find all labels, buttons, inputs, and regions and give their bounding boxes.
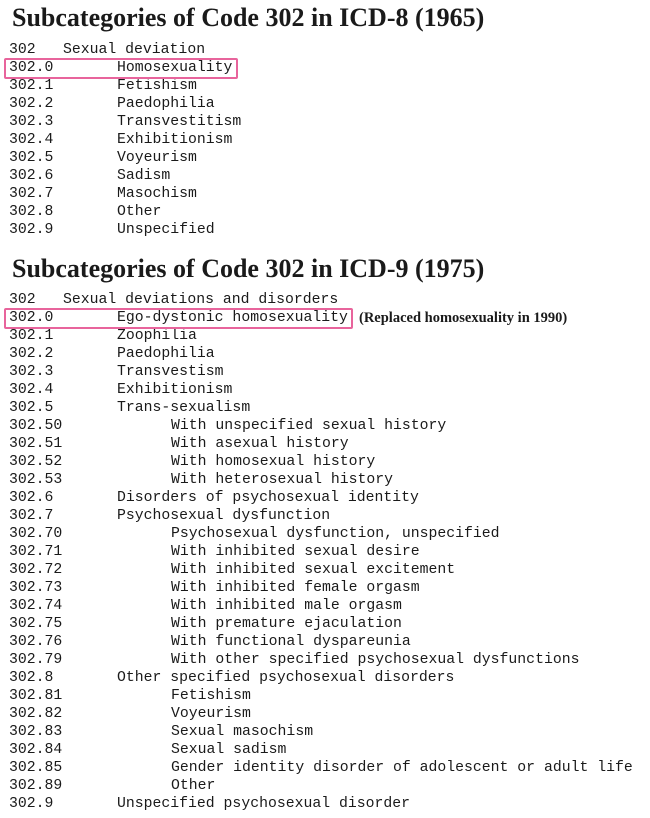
code-number: 302.4 [9,382,54,398]
code-row [0,185,650,203]
code-row [0,363,650,381]
code-label: Gender identity disorder of adolescent or adult life [171,760,633,776]
code-label: With inhibited female orgasm [171,580,420,596]
code-number: 302.0 [9,310,54,326]
code-number: 302.0 [9,60,54,76]
code-number: 302.82 [9,706,63,722]
code-label: Transvestism [117,364,224,380]
icd9-code-list [0,291,650,813]
code-label: Voyeurism [171,706,251,722]
code-row [0,41,650,59]
icd8-homosexuality-highlight [4,58,238,79]
code-label: Paedophilia [117,96,215,112]
code-row [0,471,650,489]
code-label: Fetishism [117,78,197,94]
code-label: Psychosexual dysfunction, unspecified [171,526,500,542]
code-number: 302.72 [9,562,63,578]
code-number: 302.85 [9,760,63,776]
code-row [0,149,650,167]
code-label: With asexual history [171,436,349,452]
code-row [0,723,650,741]
code-label: Trans-sexualism [117,400,251,416]
code-row [0,453,650,471]
code-label: With functional dyspareunia [171,634,411,650]
code-row [0,741,650,759]
code-row [0,167,650,185]
icd9-ego-dystonic-highlight [4,308,353,329]
code-label: Fetishism [171,688,251,704]
code-label: Voyeurism [117,150,197,166]
code-number: 302.79 [9,652,63,668]
code-number: 302 [9,292,36,308]
code-label: Homosexuality [117,60,233,76]
code-row [0,759,650,777]
code-label: Sexual deviation [63,42,206,58]
code-row [0,543,650,561]
code-number: 302.8 [9,204,54,220]
code-label: Exhibitionism [117,382,233,398]
code-row [0,291,650,309]
code-label: Sexual masochism [171,724,314,740]
code-number: 302.75 [9,616,63,632]
code-number: 302.9 [9,796,54,812]
code-row [0,221,650,239]
code-label: Sadism [117,168,171,184]
code-label: Disorders of psychosexual identity [117,490,419,506]
replacement-annotation: (Replaced homosexuality in 1990) [359,310,568,326]
code-row [0,777,650,795]
code-number: 302.70 [9,526,63,542]
code-row [0,597,650,615]
code-number: 302.83 [9,724,63,740]
code-label: Unspecified psychosexual disorder [117,796,411,812]
code-label: Other [117,204,162,220]
code-number: 302.51 [9,436,63,452]
code-row [0,615,650,633]
code-label: Transvestitism [117,114,242,130]
code-row [0,77,650,95]
code-row [0,131,650,149]
code-number: 302.50 [9,418,63,434]
code-number: 302.3 [9,364,54,380]
code-label: Ego-dystonic homosexuality [117,310,348,326]
code-label: With premature ejaculation [171,616,402,632]
code-row [0,203,650,221]
code-row [0,669,650,687]
code-row [0,705,650,723]
code-number: 302.8 [9,670,54,686]
code-number: 302.2 [9,96,54,112]
code-row [0,633,650,651]
code-row [0,525,650,543]
code-row [0,687,650,705]
code-number: 302.6 [9,168,54,184]
code-number: 302.52 [9,454,63,470]
code-row [0,95,650,113]
code-label: Sexual deviations and disorders [63,292,339,308]
code-number: 302.71 [9,544,63,560]
icd8-section-title: Subcategories of Code 302 in ICD-8 (1965) [12,3,485,32]
code-number: 302.89 [9,778,63,794]
code-number: 302.7 [9,186,54,202]
code-label: Paedophilia [117,346,215,362]
code-label: With inhibited male orgasm [171,598,402,614]
code-number: 302.2 [9,346,54,362]
code-label: With inhibited sexual excitement [171,562,456,578]
code-number: 302.5 [9,400,54,416]
code-number: 302.84 [9,742,63,758]
code-label: Other [171,778,216,794]
code-row [0,489,650,507]
code-label: Other specified psychosexual disorders [117,670,455,686]
code-number: 302.5 [9,150,54,166]
code-number: 302.9 [9,222,54,238]
code-number: 302.7 [9,508,54,524]
code-label: With homosexual history [171,454,376,470]
code-row [0,113,650,131]
code-row [0,417,650,435]
code-label: With heterosexual history [171,472,393,488]
code-number: 302.4 [9,132,54,148]
code-row [0,327,650,345]
code-row [0,579,650,597]
code-number: 302.3 [9,114,54,130]
code-label: Masochism [117,186,197,202]
code-number: 302.6 [9,490,54,506]
code-number: 302.1 [9,328,54,344]
code-label: Sexual sadism [171,742,287,758]
code-row [0,795,650,813]
code-label: Zoophilia [117,328,197,344]
code-label: With unspecified sexual history [171,418,447,434]
code-number: 302.53 [9,472,63,488]
code-label: Exhibitionism [117,132,233,148]
code-number: 302.73 [9,580,63,596]
code-row [0,399,650,417]
code-row [0,651,650,669]
code-number: 302 [9,42,36,58]
code-number: 302.74 [9,598,63,614]
icd9-section-title: Subcategories of Code 302 in ICD-9 (1975) [12,254,485,283]
code-row [0,345,650,363]
code-row [0,381,650,399]
code-number: 302.1 [9,78,54,94]
code-row [0,435,650,453]
code-label: With inhibited sexual desire [171,544,420,560]
code-label: Unspecified [117,222,215,238]
code-number: 302.81 [9,688,63,704]
code-number: 302.76 [9,634,63,650]
code-label: Psychosexual dysfunction [117,508,331,524]
code-row [0,507,650,525]
code-label: With other specified psychosexual dysfunctions [171,652,580,668]
code-row [0,561,650,579]
